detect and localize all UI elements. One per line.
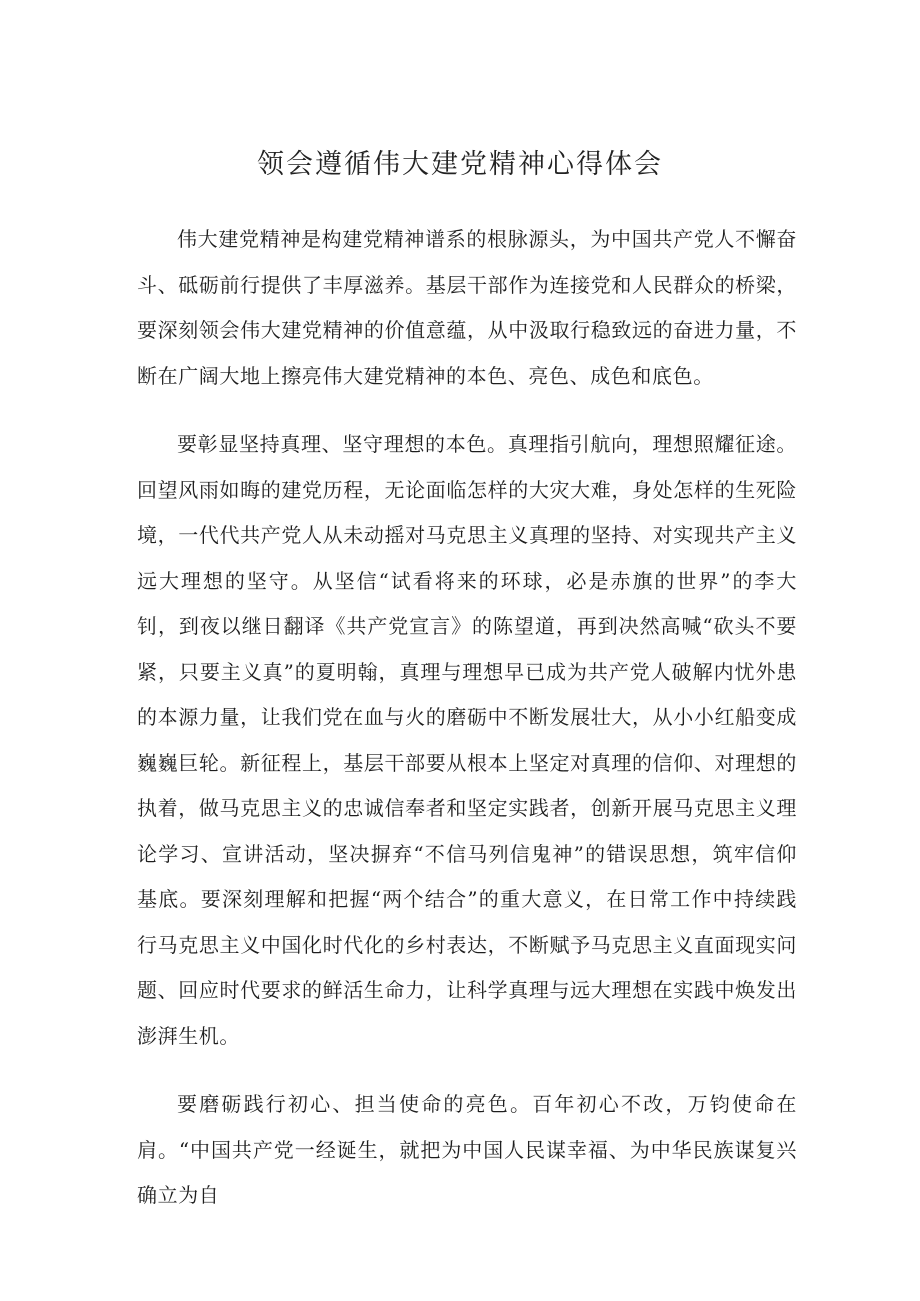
paragraph-2: 要彰显坚持真理、坚守理想的本色。真理指引航向，理想照耀征途。回望风雨如晦的建党历程，无论面临怎样的大灾大难，身处怎样的生死险境，一代代共产党人从未动摇对马克思主义真理的坚持、对实现共产主义远大理想的坚守。从坚信“试看将来的环球，必是赤旗的世界”的李大钊，到夜以继日翻译《共产党宣言》的陈望道，再到决然高喊“砍头不要紧，只要主义真”的夏明翰，真理与理想早已成为共产党人破解内忧外患的本源力量，让我们党在血与火的磨砺中不断发展壮大，从小小红船变成巍巍巨轮。新征程上，基层干部要从根本上坚定对真理的信仰、对理想的执着，做马克思主义的忠诚信奉者和坚定实践者，创新开展马克思主义理论学习、宣讲活动，坚决摒弃“不信马列信鬼神”的错误思想，筑牢信仰基底。要深刻理解和把握“两个结合”的重大意义，在日常工作中持续践行马克思主义中国化时代化的乡村表达，不断赋予马克思主义直面现实问题、回应时代要求的鲜活生命力，让科学真理与远大理想在实践中焕发出澎湃生机。 — [137, 432, 797, 1048]
paragraph-1: 伟大建党精神是构建党精神谱系的根脉源头，为中国共产党人不懈奋斗、砥砺前行提供了丰厚滋养。基层干部作为连接党和人民群众的桥梁，要深刻领会伟大建党精神的价值意蕴，从中汲取行稳致远的奋进力量，不断在广阔大地上擦亮伟大建党精神的本色、亮色、成色和底色。 — [137, 227, 797, 388]
paragraph-3: 要磨砺践行初心、担当使命的亮色。百年初心不改，万钧使命在肩。“中国共产党一经诞生，就把为中国人民谋幸福、为中华民族谋复兴确立为自 — [137, 1092, 797, 1207]
document-title: 领会遵循伟大建党精神心得体会 — [257, 149, 663, 180]
